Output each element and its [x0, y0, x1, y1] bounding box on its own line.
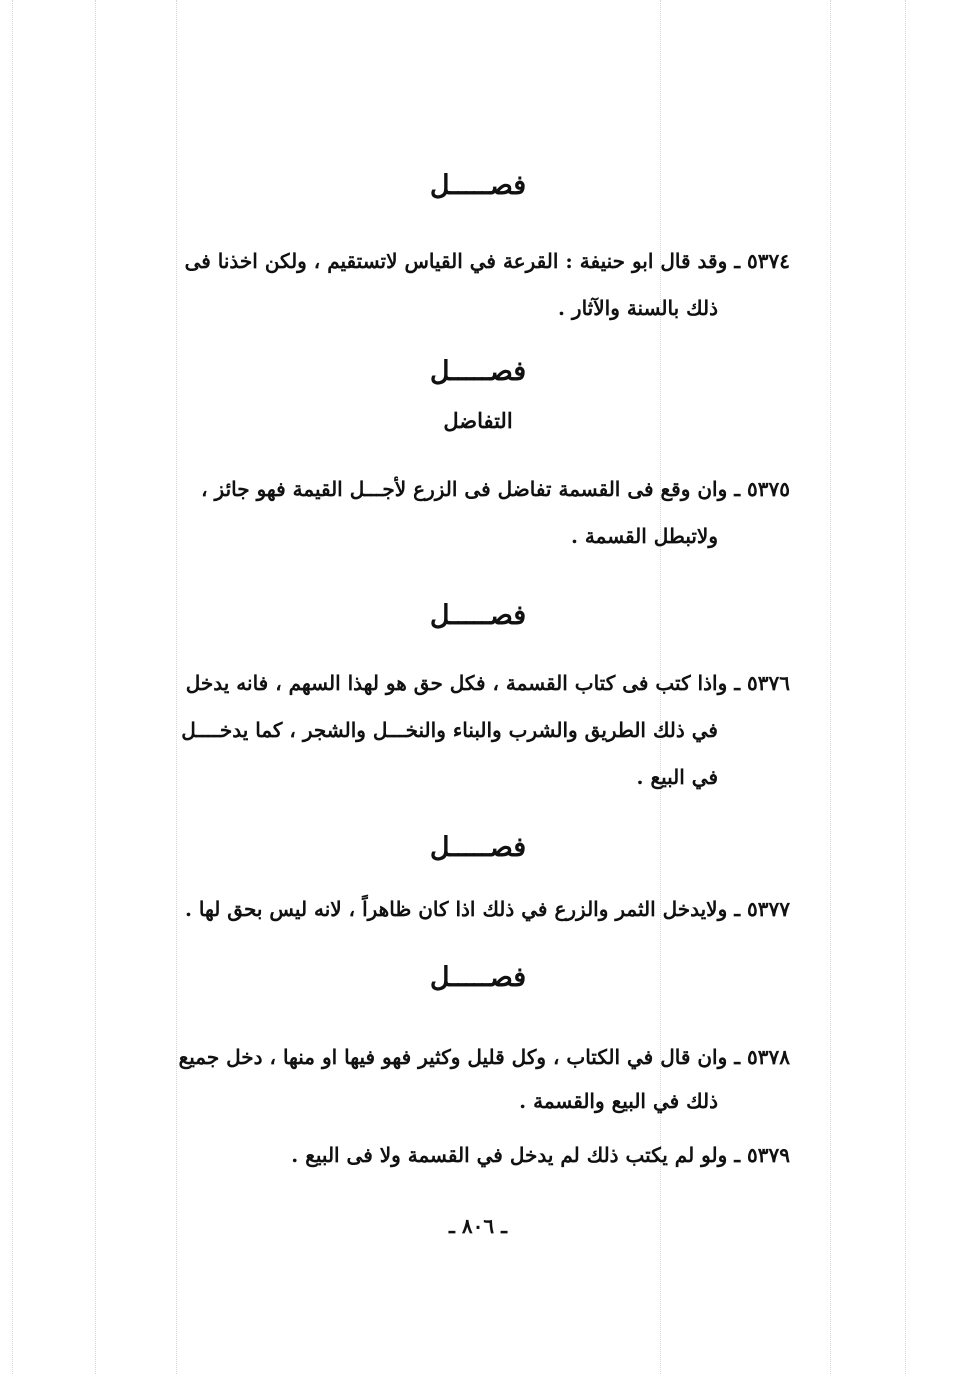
- paragraph-line: ٥٣٧٨ ـ وان قال في الكتاب ، وكل قليل وكثير فهو فيها او منها ، دخل جميع: [178, 1045, 790, 1069]
- scan-artifact-line: [830, 0, 831, 1374]
- section-heading: فصـــــل: [429, 962, 527, 993]
- section-heading: فصـــــل: [429, 356, 527, 387]
- paragraph-5378: [160, 1034, 790, 1121]
- paragraph-line: ٥٣٧٩ ـ ولو لم يكتب ذلك لم يدخل في القسمة ولا فى البيع .: [291, 1143, 790, 1167]
- paragraph-line: ٥٣٧٥ ـ وان وقع فى القسمة تفاضل فى الزرع لأجـــل القيمة فهو جائز ،: [201, 477, 790, 501]
- paragraph-line: ذلك في البيع والقسمة .: [519, 1089, 718, 1113]
- paragraph-line: ٥٣٧٧ ـ ولايدخل الثمر والزرع في ذلك اذا كان ظاهراً ، لانه ليس بحق لها .: [185, 897, 790, 921]
- scan-artifact-line: [905, 0, 906, 1374]
- paragraph-5376: [160, 660, 790, 801]
- paragraph-line: ٥٣٧٤ ـ وقد قال ابو حنيفة : القرعة في القياس لاتستقيم ، ولكن اخذنا فى: [184, 249, 790, 273]
- page-number: ـ ٨٠٦ ـ: [449, 1214, 507, 1238]
- paragraph-line: في ذلك الطريق والشرب والبناء والنخـــل والشجر ، كما يدخــــل: [181, 718, 718, 742]
- paragraph-line: في البيع .: [636, 765, 718, 789]
- section-heading: فصـــــل: [429, 170, 527, 201]
- paragraph-5377: [160, 886, 790, 933]
- paragraph-line: ولاتبطل القسمة .: [570, 524, 718, 548]
- paragraph-5379: [160, 1132, 790, 1179]
- paragraph-line: ذلك بالسنة والآثار .: [558, 296, 718, 320]
- paragraph-5375: [160, 466, 790, 560]
- scan-artifact-line: [12, 0, 13, 1374]
- scan-artifact-line: [95, 0, 96, 1374]
- section-subheading: التفاضل: [443, 408, 513, 433]
- paragraph-5374: [160, 238, 790, 332]
- paragraph-line: ٥٣٧٦ ـ واذا كتب فى كتاب القسمة ، فكل حق هو لهذا السهم ، فانه يدخل: [185, 671, 790, 695]
- section-heading: فصـــــل: [429, 600, 527, 631]
- section-heading: فصـــــل: [429, 832, 527, 863]
